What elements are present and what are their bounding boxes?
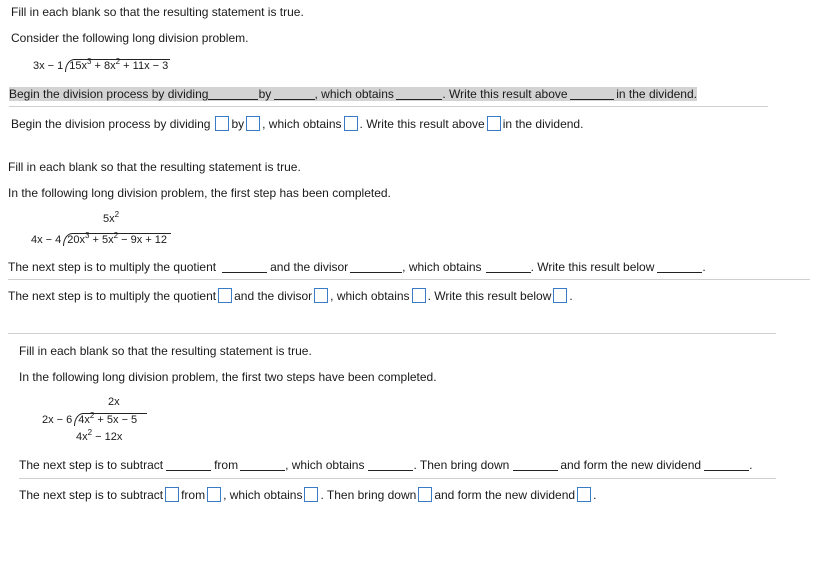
section1-answer-statement: Begin the division process by dividing by , which obtains . Write this result above in the dividend. [11,116,584,131]
section3-product-row: $4x^2 - 12x$ [76,428,123,443]
preview-blank [274,88,314,100]
preview-blank [240,459,285,471]
section3-preview-statement: The next step is to subtract from , which obtains . Then bring down and form the new dividend . [19,458,753,472]
preview-blank [350,261,402,273]
section1-preview-statement: Begin the division process by dividing by , which obtains . Write this result above in the dividend. [9,87,697,101]
section1-intro: Consider the following long division problem. [11,31,249,45]
answer-input-1[interactable] [215,116,229,131]
divider [19,478,776,479]
preview-blank [570,88,615,100]
dividend-bracket: $15x^3 + 8x^2 + 11x - 3$ [65,59,170,72]
divisor: 3x − 1 [33,60,64,72]
answer-input-1[interactable] [165,487,179,502]
preview-blank [657,261,702,273]
answer-input-3[interactable] [304,487,318,502]
section3-division-problem [42,413,147,426]
section2-quotient: $5x^2$ [103,210,120,225]
section2-instruction: Fill in each blank so that the resulting statement is true. [8,160,301,174]
section1-division-problem [33,59,170,72]
dividend-bracket: $4x^2 + 5x - 5$ [74,413,147,426]
answer-input-5[interactable] [577,487,591,502]
preview-blank [396,88,442,100]
answer-input-2[interactable] [314,288,328,303]
divider [9,106,768,107]
preview-blank [208,88,257,100]
answer-input-2[interactable] [207,487,221,502]
divisor: 4x − 4 [31,234,62,246]
preview-blank [222,261,267,273]
section3-quotient: 2x [108,396,120,408]
answer-input-1[interactable] [218,288,232,303]
answer-input-3[interactable] [412,288,426,303]
preview-blank [704,459,749,471]
divisor: 2x − 6 [42,414,73,426]
answer-input-4[interactable] [553,288,567,303]
dividend-bracket: $20x^3 + 5x^2 - 9x + 12$ [63,233,171,246]
section2-preview-statement: The next step is to multiply the quotient and the divisor , which obtains . Write this result below . [8,260,706,274]
section2-answer-statement: The next step is to multiply the quotient and the divisor , which obtains . Write this result below . [8,288,573,303]
preview-blank [513,459,558,471]
preview-blank [368,459,413,471]
answer-input-3[interactable] [344,116,358,131]
preview-blank [166,459,211,471]
section3-instruction: Fill in each blank so that the resulting statement is true. [19,344,312,358]
section3-intro: In the following long division problem, the first two steps have been completed. [19,370,437,384]
section1-instruction: Fill in each blank so that the resulting statement is true. [11,5,304,19]
answer-input-4[interactable] [418,487,432,502]
section3-answer-statement: The next step is to subtract from , which obtains . Then bring down and form the new dividend . [19,487,597,502]
answer-input-2[interactable] [246,116,260,131]
section2-division-problem [31,233,171,246]
answer-input-4[interactable] [487,116,501,131]
section2-intro: In the following long division problem, the first step has been completed. [8,186,391,200]
preview-blank [486,261,531,273]
divider [8,279,810,280]
section-divider [8,333,776,334]
